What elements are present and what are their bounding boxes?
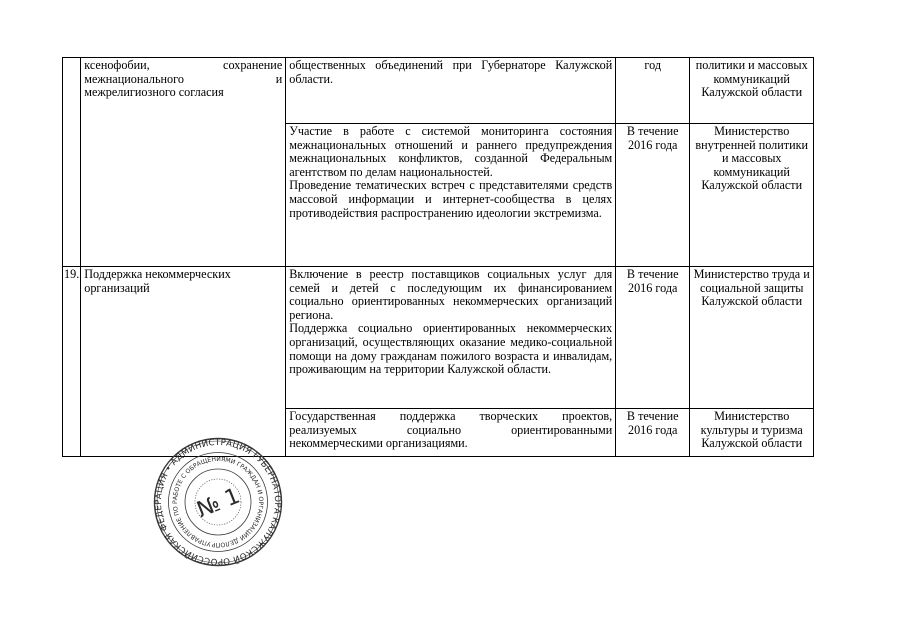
row-number: 19. bbox=[63, 267, 81, 457]
direction-cell bbox=[81, 58, 286, 267]
official-seal bbox=[153, 437, 283, 567]
activity-paragraph: общественных объединений при Губернаторе Калужской области. bbox=[289, 58, 613, 86]
activity-paragraph: Поддержка социально ориентированных некоммерческих организаций, осуществляющих оказание медико-социальной помощи на дому гражданам пожилого возраста и инвалидам, проживающим на территории Калужской области. bbox=[289, 321, 613, 377]
activity-cell bbox=[286, 58, 616, 124]
term-cell: В течение 2016 года bbox=[616, 409, 690, 457]
activity-cell bbox=[286, 267, 616, 409]
activity-cell bbox=[286, 409, 616, 457]
activity-paragraph: Проведение тематических встреч с представителями средств массовой информации и интернет-сообщества в целях противодействия распространению идеологии экстремизма. bbox=[289, 178, 613, 220]
direction-text: Поддержка некоммерческих организаций bbox=[84, 267, 231, 295]
table-row bbox=[63, 58, 814, 124]
activity-paragraph: Государственная поддержка творческих проектов, реализуемых социально ориентированными некоммерческими организациями. bbox=[289, 409, 613, 451]
responsible-cell: Министерство внутренней политики и массовых коммуникаций Калужской области bbox=[690, 124, 814, 267]
activity-paragraph: Включение в реестр поставщиков социальных услуг для семей и детей с последующим их финансированием социально ориентированных некоммерческих организаций региона. bbox=[289, 267, 613, 322]
seal-number: № 1 bbox=[193, 483, 244, 524]
activity-cell bbox=[286, 124, 616, 267]
direction-cell bbox=[81, 267, 286, 457]
row-number bbox=[63, 58, 81, 267]
responsible-cell: Министерство труда и социальной защиты Калужской области bbox=[690, 267, 814, 409]
measures-table bbox=[62, 57, 814, 457]
responsible-cell: Министерство культуры и туризма Калужской области bbox=[690, 409, 814, 457]
seal-inner-text: УПРАВЛЕНИЕ ПО РАБОТЕ С ОБРАЩЕНИЯМИ ГРАЖДАН И ОРГАНИЗАЦИИ ДЕЛОПРОИЗВОДСТВА bbox=[171, 455, 265, 549]
seal-outer-text: РОССИЙСКАЯ ФЕДЕРАЦИЯ • АДМИНИСТРАЦИЯ ГУБЕРНАТОРА КАЛУЖСКОЙ ОБЛАСТИ bbox=[153, 437, 283, 567]
term-cell: В течение 2016 года bbox=[616, 267, 690, 409]
activity-paragraph: Участие в работе с системой мониторинга состояния межнациональных отношений и раннего предупреждения межнациональных конфликтов, созданной Федеральным агентством по делам национальностей. bbox=[289, 124, 613, 179]
direction-text: ксенофобии, сохранение межнационального и bbox=[84, 58, 283, 86]
direction-text: межрелигиозного согласия bbox=[84, 85, 224, 100]
table-row bbox=[63, 267, 814, 409]
term-cell: год bbox=[616, 58, 690, 124]
responsible-cell: политики и массовых коммуникаций Калужской области bbox=[690, 58, 814, 124]
term-cell: В течение 2016 года bbox=[616, 124, 690, 267]
